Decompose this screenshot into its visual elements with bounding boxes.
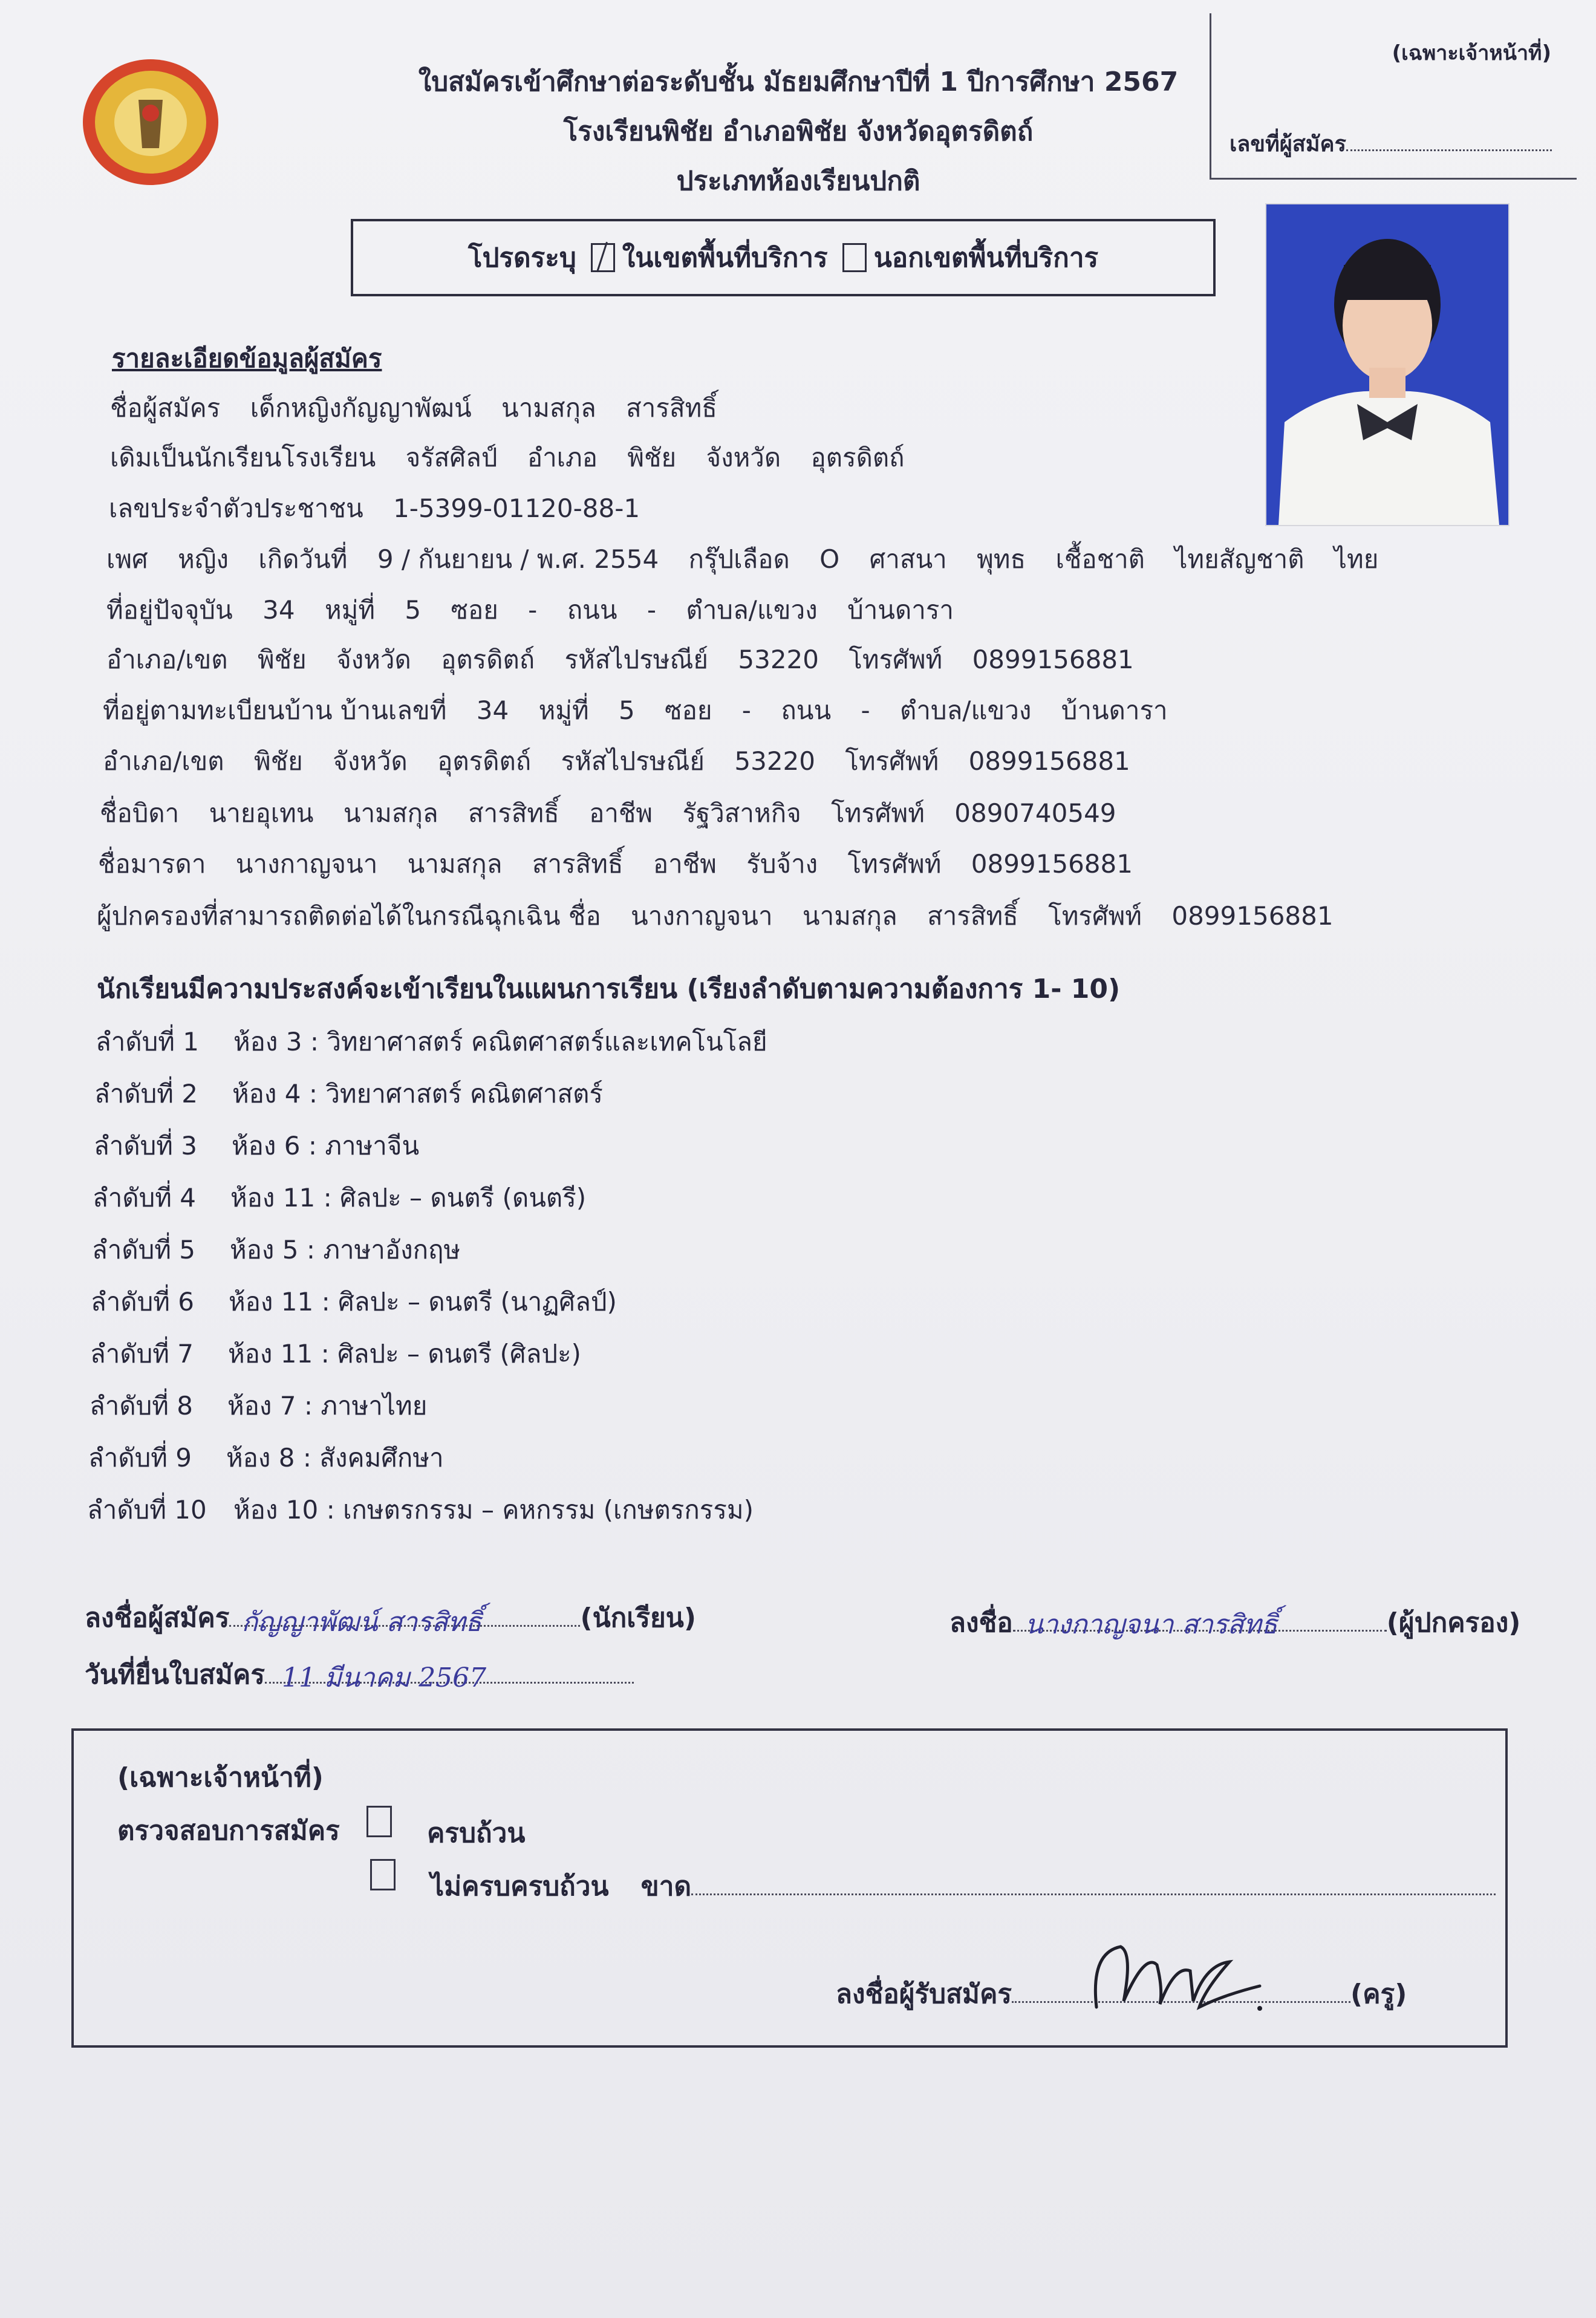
choice-room[interactable]: ห้อง 5 : ภาษาอังกฤษ [230, 1235, 461, 1265]
plan-choice-8 [90, 1386, 427, 1426]
date-label: วันที่ยื่นใบสมัคร [85, 1659, 265, 1690]
province-label: จังหวัด [706, 443, 781, 472]
name-label: ชื่อผู้สมัคร [110, 393, 221, 423]
father-phone[interactable]: 0890740549 [954, 798, 1116, 828]
applicant-signature-suffix: (นักเรียน) [580, 1603, 696, 1633]
father-occupation[interactable]: รัฐวิสาหกิจ [682, 798, 801, 828]
row-father [100, 793, 1138, 833]
guardian-signature-suffix: (ผู้ปกครอง) [1386, 1607, 1521, 1638]
plan-title: นักเรียนมีความประสงค์จะเข้าเรียนในแผนการเรียน (เรียงลำดับตามความต้องการ 1- 10) [97, 974, 1121, 1004]
choice-rank: ลำดับที่ 10 [87, 1495, 207, 1525]
title-line-3: ประเภทห้องเรียนปกติ [676, 166, 920, 197]
registered-subdistrict-label: ตำบล/แขวง [900, 695, 1032, 725]
birth-label: เกิดวันที่ [258, 544, 348, 574]
guardian-signature-label: ลงชื่อ [949, 1607, 1013, 1638]
guardian-signature-handwriting: นางกาญจนา สารสิทธิ์ [1024, 1609, 1278, 1640]
plan-choice-5 [92, 1230, 460, 1270]
row-id [109, 489, 662, 529]
prev-school-value[interactable]: จรัสศิลป์ [405, 443, 498, 472]
registered-zip[interactable]: 53220 [734, 746, 815, 776]
school-seal-logo [80, 57, 221, 187]
mother-label: ชื่อมารดา [98, 849, 206, 879]
registered-road-label: ถนน [781, 695, 832, 725]
choice-room[interactable]: ห้อง 6 : ภาษาจีน [232, 1131, 420, 1161]
id-value[interactable]: 1-5399-01120-88-1 [393, 493, 640, 523]
ethnicity-label: เชื้อชาติ [1055, 544, 1145, 574]
guardian-signature-field[interactable] [1013, 1609, 1387, 1640]
applicant-no-field [1230, 126, 1552, 161]
in-zone-label: ในเขตพื้นที่บริการ [622, 243, 828, 273]
birth-value[interactable]: 9 / กันยายน / พ.ศ. 2554 [377, 544, 659, 574]
current-district-label: อำเภอ/เขต [106, 645, 228, 674]
guardian-surname-label: นามสกุล [802, 901, 897, 931]
prev-school-label: เดิมเป็นนักเรียนโรงเรียน [110, 443, 376, 472]
receiver-signature-line [836, 1973, 1407, 2015]
applicant-no-dots[interactable] [1346, 149, 1552, 151]
plan-choice-10 [87, 1490, 754, 1530]
name-value[interactable]: เด็กหญิงกัญญาพัฒน์ [250, 393, 472, 423]
father-phone-label: โทรศัพท์ [831, 798, 925, 828]
current-zip[interactable]: 53220 [738, 645, 819, 674]
nationality-value[interactable]: ไทย [1334, 544, 1379, 574]
religion-value[interactable]: พุทธ [977, 544, 1026, 574]
current-road[interactable]: - [647, 595, 657, 625]
applicant-signature-handwriting: กัญญาพัฒน์ สารสิทธิ์ [241, 1607, 482, 1638]
surname-value[interactable]: สารสิทธิ์ [626, 393, 717, 423]
current-zip-label: รหัสไปรษณีย์ [564, 645, 709, 674]
choice-rank: ลำดับที่ 5 [92, 1235, 196, 1265]
officer-note: (เฉพาะเจ้าหน้าที่) [1392, 41, 1551, 65]
choice-room[interactable]: ห้อง 11 : ศิลปะ – ดนตรี (ดนตรี) [230, 1183, 587, 1213]
district-label: อำเภอ [527, 443, 598, 472]
mother-phone-label: โทรศัพท์ [847, 849, 942, 879]
registered-district-label: อำเภอ/เขต [103, 746, 224, 776]
row-guardian [97, 896, 1355, 936]
zone-prompt: โปรดระบุ [467, 243, 576, 273]
row-registered-address-2 [103, 741, 1152, 781]
row-prev-school [110, 438, 927, 478]
choice-rank: ลำดับที่ 7 [90, 1339, 194, 1369]
registered-zip-label: รหัสไปรษณีย์ [561, 746, 705, 776]
id-label: เลขประจำตัวประชาชน [109, 493, 363, 523]
title-line-2: โรงเรียนพิชัย อำเภอพิชัย จังหวัดอุตรดิตถ์ [563, 116, 1034, 147]
officer-bottom-title: (เฉพาะเจ้าหน้าที่) [117, 1762, 324, 1793]
choice-room[interactable]: ห้อง 3 : วิทยาศาสตร์ คณิตศาสตร์และเทคโนโลยี [233, 1027, 767, 1056]
registered-phone-label: โทรศัพท์ [845, 746, 939, 776]
guardian-signature-line [949, 1601, 1520, 1644]
officer-box-bottom [71, 1728, 1508, 2048]
guardian-surname[interactable]: สารสิทธิ์ [927, 901, 1018, 931]
applicant-no-label: เลขที่ผู้สมัคร [1230, 132, 1346, 157]
mother-surname[interactable]: สารสิทธิ์ [532, 849, 624, 879]
registered-province-label: จังหวัด [333, 746, 408, 776]
receiver-signature-scribble [1078, 1929, 1272, 2025]
ethnicity-value[interactable]: ไทย [1174, 544, 1219, 574]
check-label: ตรวจสอบการสมัคร [117, 1815, 340, 1846]
out-zone-label: นอกเขตพื้นที่บริการ [873, 243, 1099, 273]
father-surname[interactable]: สารสิทธิ์ [468, 798, 559, 828]
current-house-no[interactable]: 34 [262, 595, 295, 625]
registered-subdistrict[interactable]: บ้านดารา [1061, 695, 1168, 725]
province-value[interactable]: อุตรดิตถ์ [810, 443, 905, 472]
father-surname-label: นามสกุล [343, 798, 438, 828]
plan-choice-2 [94, 1074, 603, 1114]
blood-value[interactable]: O [819, 544, 840, 574]
current-phone[interactable]: 0899156881 [972, 645, 1134, 674]
missing-label: ขาด [640, 1871, 692, 1902]
current-phone-label: โทรศัพท์ [848, 645, 943, 674]
student-photo [1266, 204, 1508, 525]
applicant-signature-line [85, 1597, 696, 1639]
row-current-address-1 [106, 590, 976, 630]
mother-name[interactable]: นางกาญจนา [235, 849, 378, 879]
father-occupation-label: อาชีพ [589, 798, 653, 828]
registered-soi[interactable]: - [741, 695, 751, 725]
row-registered-address-1 [103, 691, 1190, 731]
receiver-label: ลงชื่อผู้รับสมัคร [836, 1979, 1012, 2010]
registered-phone[interactable]: 0899156881 [968, 746, 1130, 776]
father-name[interactable]: นายอุเทน [209, 798, 314, 828]
choice-room[interactable]: ห้อง 4 : วิทยาศาสตร์ คณิตศาสตร์ [232, 1079, 603, 1109]
current-subdistrict[interactable]: บ้านดารา [847, 595, 954, 625]
sex-value[interactable]: หญิง [178, 544, 229, 574]
choice-rank: ลำดับที่ 8 [90, 1391, 194, 1421]
choice-room[interactable]: ห้อง 8 : สังคมศึกษา [226, 1443, 444, 1473]
registered-soi-label: ซอย [665, 695, 712, 725]
choice-rank: ลำดับที่ 2 [94, 1079, 198, 1109]
choice-rank: ลำดับที่ 9 [88, 1443, 192, 1473]
district-value[interactable]: พิชัย [627, 443, 677, 472]
guardian-name[interactable]: นางกาญจนา [631, 901, 773, 931]
date-handwriting: 11 มีนาคม 2567 [282, 1662, 487, 1693]
sex-label: เพศ [106, 544, 148, 574]
title-line-1: ใบสมัครเข้าศึกษาต่อระดับชั้น มัธยมศึกษาปีที่ 1 ปีการศึกษา 2567 [418, 67, 1179, 97]
current-road-label: ถนน [567, 595, 617, 625]
complete-checkbox[interactable] [366, 1806, 392, 1837]
choice-room[interactable]: ห้อง 11 : ศิลปะ – ดนตรี (ศิลปะ) [228, 1339, 581, 1369]
choice-rank: ลำดับที่ 1 [96, 1027, 200, 1056]
guardian-phone-label: โทรศัพท์ [1048, 901, 1142, 931]
current-soi[interactable]: - [528, 595, 538, 625]
blood-label: กรุ๊ปเลือด [688, 544, 790, 574]
registered-province[interactable]: อุตรดิตถ์ [437, 746, 532, 776]
choice-room[interactable]: ห้อง 7 : ภาษาไทย [227, 1391, 428, 1421]
complete-label: ครบถ้วน [427, 1818, 526, 1849]
guardian-label: ผู้ปกครองที่สามารถติดต่อได้ในกรณีฉุกเฉิน ชื่อ [97, 901, 601, 931]
out-zone-checkbox[interactable] [842, 243, 867, 272]
father-label: ชื่อบิดา [100, 798, 180, 828]
mother-occupation-label: อาชีพ [653, 849, 717, 879]
plan-choice-4 [93, 1178, 586, 1218]
applicant-section-title: รายละเอียดข้อมูลผู้สมัคร [112, 343, 382, 373]
choice-rank: ลำดับที่ 6 [91, 1287, 195, 1317]
row-mother [98, 844, 1155, 884]
choice-rank: ลำดับที่ 3 [94, 1131, 198, 1161]
current-province-label: จังหวัด [336, 645, 411, 674]
choice-room[interactable]: ห้อง 10 : เกษตรกรรม – คหกรรม (เกษตรกรรม) [233, 1495, 754, 1525]
registered-moo[interactable]: 5 [619, 695, 635, 725]
plan-choice-7 [90, 1334, 581, 1374]
registered-district[interactable]: พิชัย [253, 746, 303, 776]
form-title [363, 57, 1234, 206]
nationality-label: สัญชาติ [1219, 544, 1304, 574]
current-province[interactable]: อุตรดิตถ์ [441, 645, 535, 674]
registered-house-no[interactable]: 34 [476, 695, 509, 725]
applicant-signature-field[interactable] [229, 1607, 580, 1638]
mother-occupation[interactable]: รับจ้าง [746, 849, 818, 879]
plan-choice-9 [88, 1438, 444, 1478]
incomplete-label: ไม่ครบครบถ้วน [431, 1871, 609, 1902]
incomplete-checkbox[interactable] [370, 1859, 396, 1890]
row-name [110, 388, 739, 428]
plan-choice-1 [96, 1022, 767, 1062]
incomplete-line [431, 1865, 1496, 1907]
row-current-address-2 [106, 640, 1156, 680]
registered-address-label: ที่อยู่ตามทะเบียนบ้าน บ้านเลขที่ [103, 695, 447, 725]
plan-choice-3 [94, 1126, 419, 1166]
choice-room[interactable]: ห้อง 11 : ศิลปะ – ดนตรี (นาฏศิลป์) [229, 1287, 617, 1317]
current-subdistrict-label: ตำบล/แขวง [686, 595, 818, 625]
date-line [85, 1653, 634, 1696]
mother-surname-label: นามสกุล [407, 849, 503, 879]
current-address-label: ที่อยู่ปัจจุบัน [106, 595, 233, 625]
mother-phone[interactable]: 0899156881 [971, 849, 1133, 879]
plan-choice-6 [91, 1282, 617, 1322]
officer-box-top [1210, 13, 1577, 180]
current-soi-label: ซอย [451, 595, 498, 625]
missing-field[interactable] [691, 1893, 1496, 1895]
current-moo-label: หมู่ที่ [324, 595, 376, 625]
choice-rank: ลำดับที่ 4 [93, 1183, 197, 1213]
surname-label: นามสกุล [501, 393, 596, 423]
guardian-phone[interactable]: 0899156881 [1171, 901, 1334, 931]
religion-label: ศาสนา [869, 544, 947, 574]
current-district[interactable]: พิชัย [257, 645, 307, 674]
date-field[interactable] [265, 1662, 634, 1693]
receiver-suffix: (ครู) [1350, 1979, 1407, 2010]
receiver-signature-field[interactable] [1012, 2001, 1350, 2003]
applicant-signature-label: ลงชื่อผู้สมัคร [85, 1603, 230, 1633]
registered-moo-label: หมู่ที่ [538, 695, 589, 725]
in-zone-checkbox[interactable] [591, 243, 615, 272]
current-moo[interactable]: 5 [405, 595, 422, 625]
zone-selection-box [351, 219, 1216, 296]
registered-road[interactable]: - [861, 695, 870, 725]
row-personal [106, 539, 1400, 579]
